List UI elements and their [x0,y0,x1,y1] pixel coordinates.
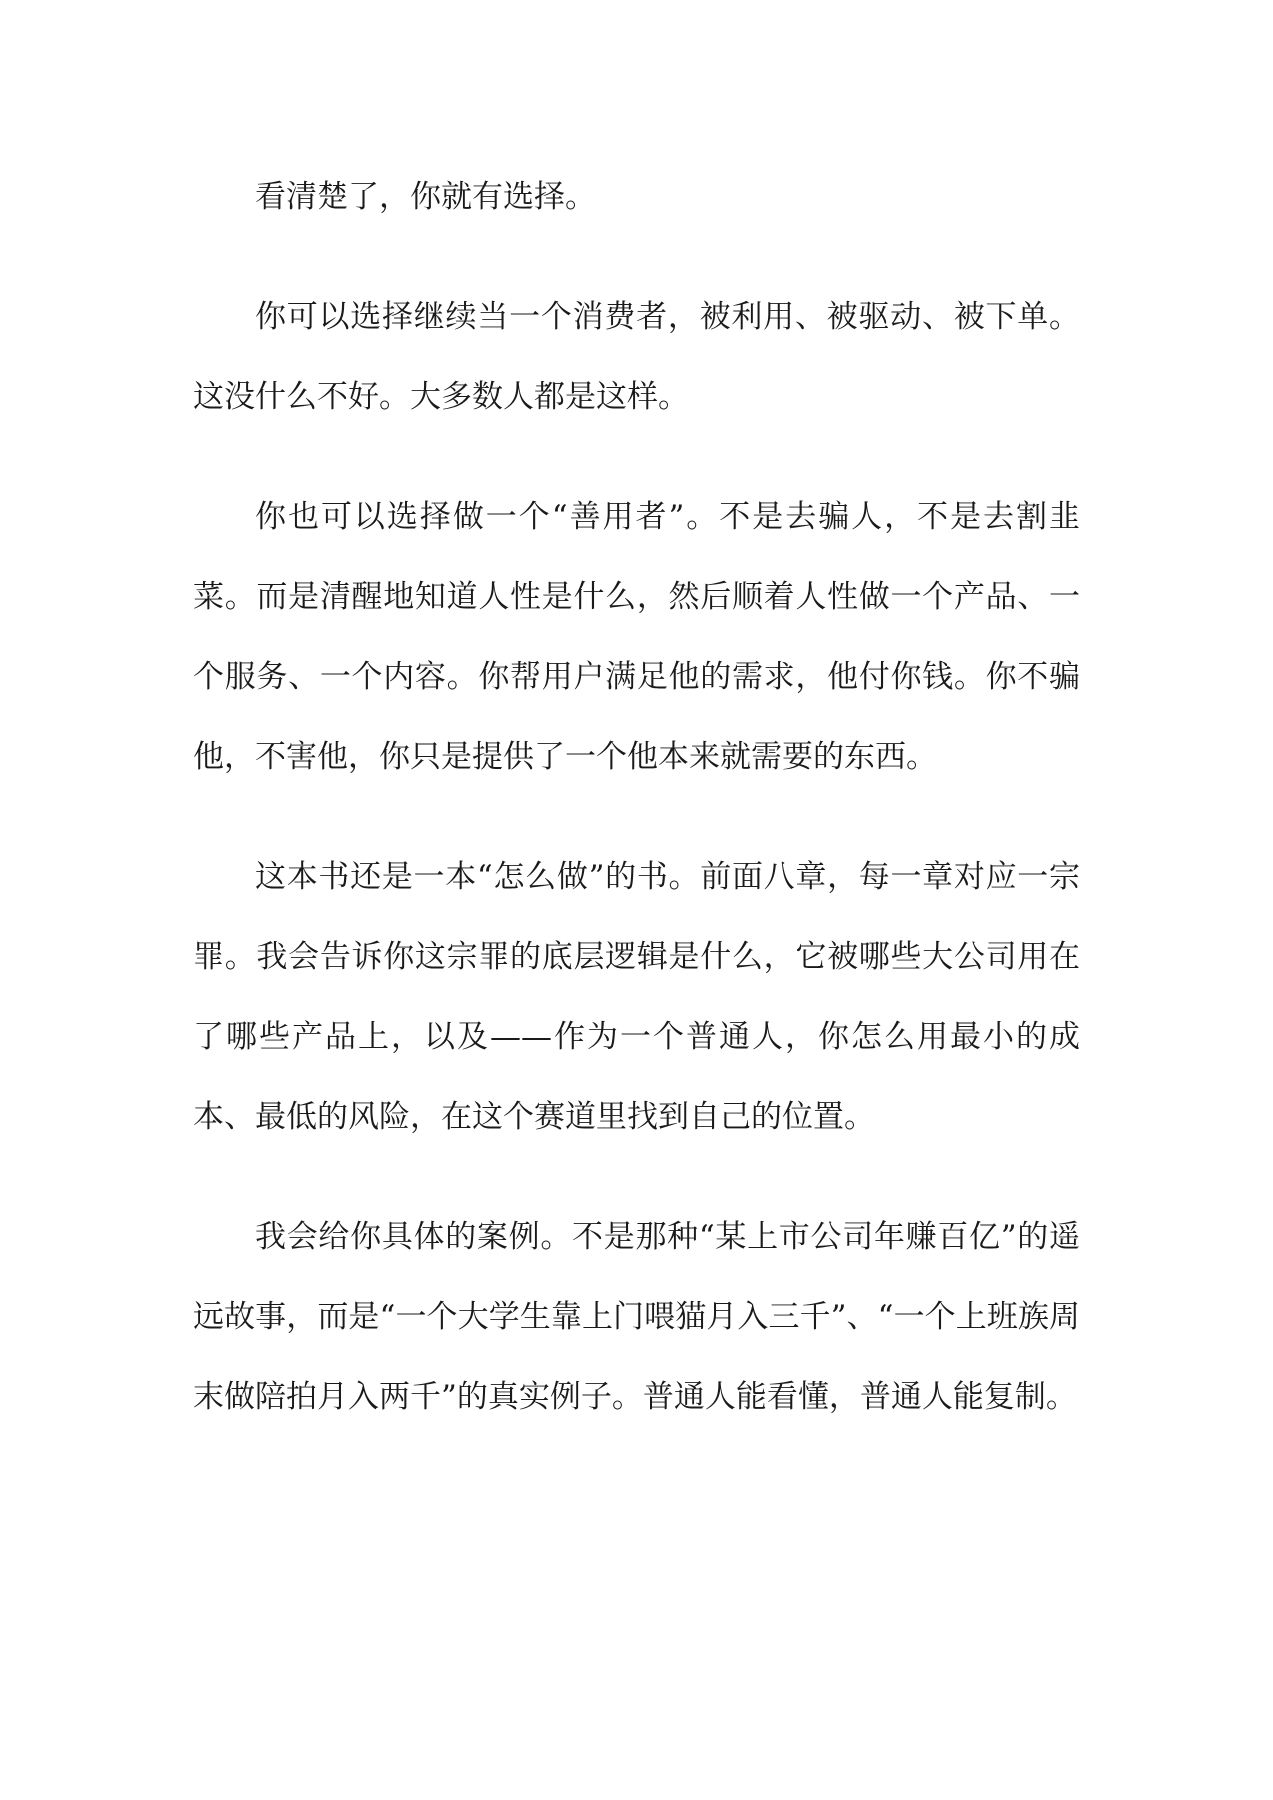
paragraph-4: 这本书还是一本“怎么做”的书。前面八章，每一章对应一宗罪。我会告诉你这宗罪的底层逻辑是什么，它被哪些大公司用在了哪些产品上，以及——作为一个普通人，你怎么用最小的成本、最低的风险，在这个赛道里找到自己的位置。 [193,859,1080,1135]
document-body [193,157,1080,1437]
paragraph-1: 看清楚了，你就有选择。 [255,179,596,215]
paragraph-2: 你可以选择继续当一个消费者，被利用、被驱动、被下单。这没什么不好。大多数人都是这样。 [193,299,1080,415]
paragraph-3: 你也可以选择做一个“善用者”。不是去骗人，不是去割韭菜。而是清醒地知道人性是什么，然后顺着人性做一个产品、一个服务、一个内容。你帮用户满足他的需求，他付你钱。你不骗他，不害他，你只是提供了一个他本来就需要的东西。 [193,499,1080,775]
paragraph-5: 我会给你具体的案例。不是那种“某上市公司年赚百亿”的遥远故事，而是“一个大学生靠上门喂猫月入三千”、“一个上班族周末做陪拍月入两千”的真实例子。普通人能看懂，普通人能复制。 [193,1219,1080,1415]
